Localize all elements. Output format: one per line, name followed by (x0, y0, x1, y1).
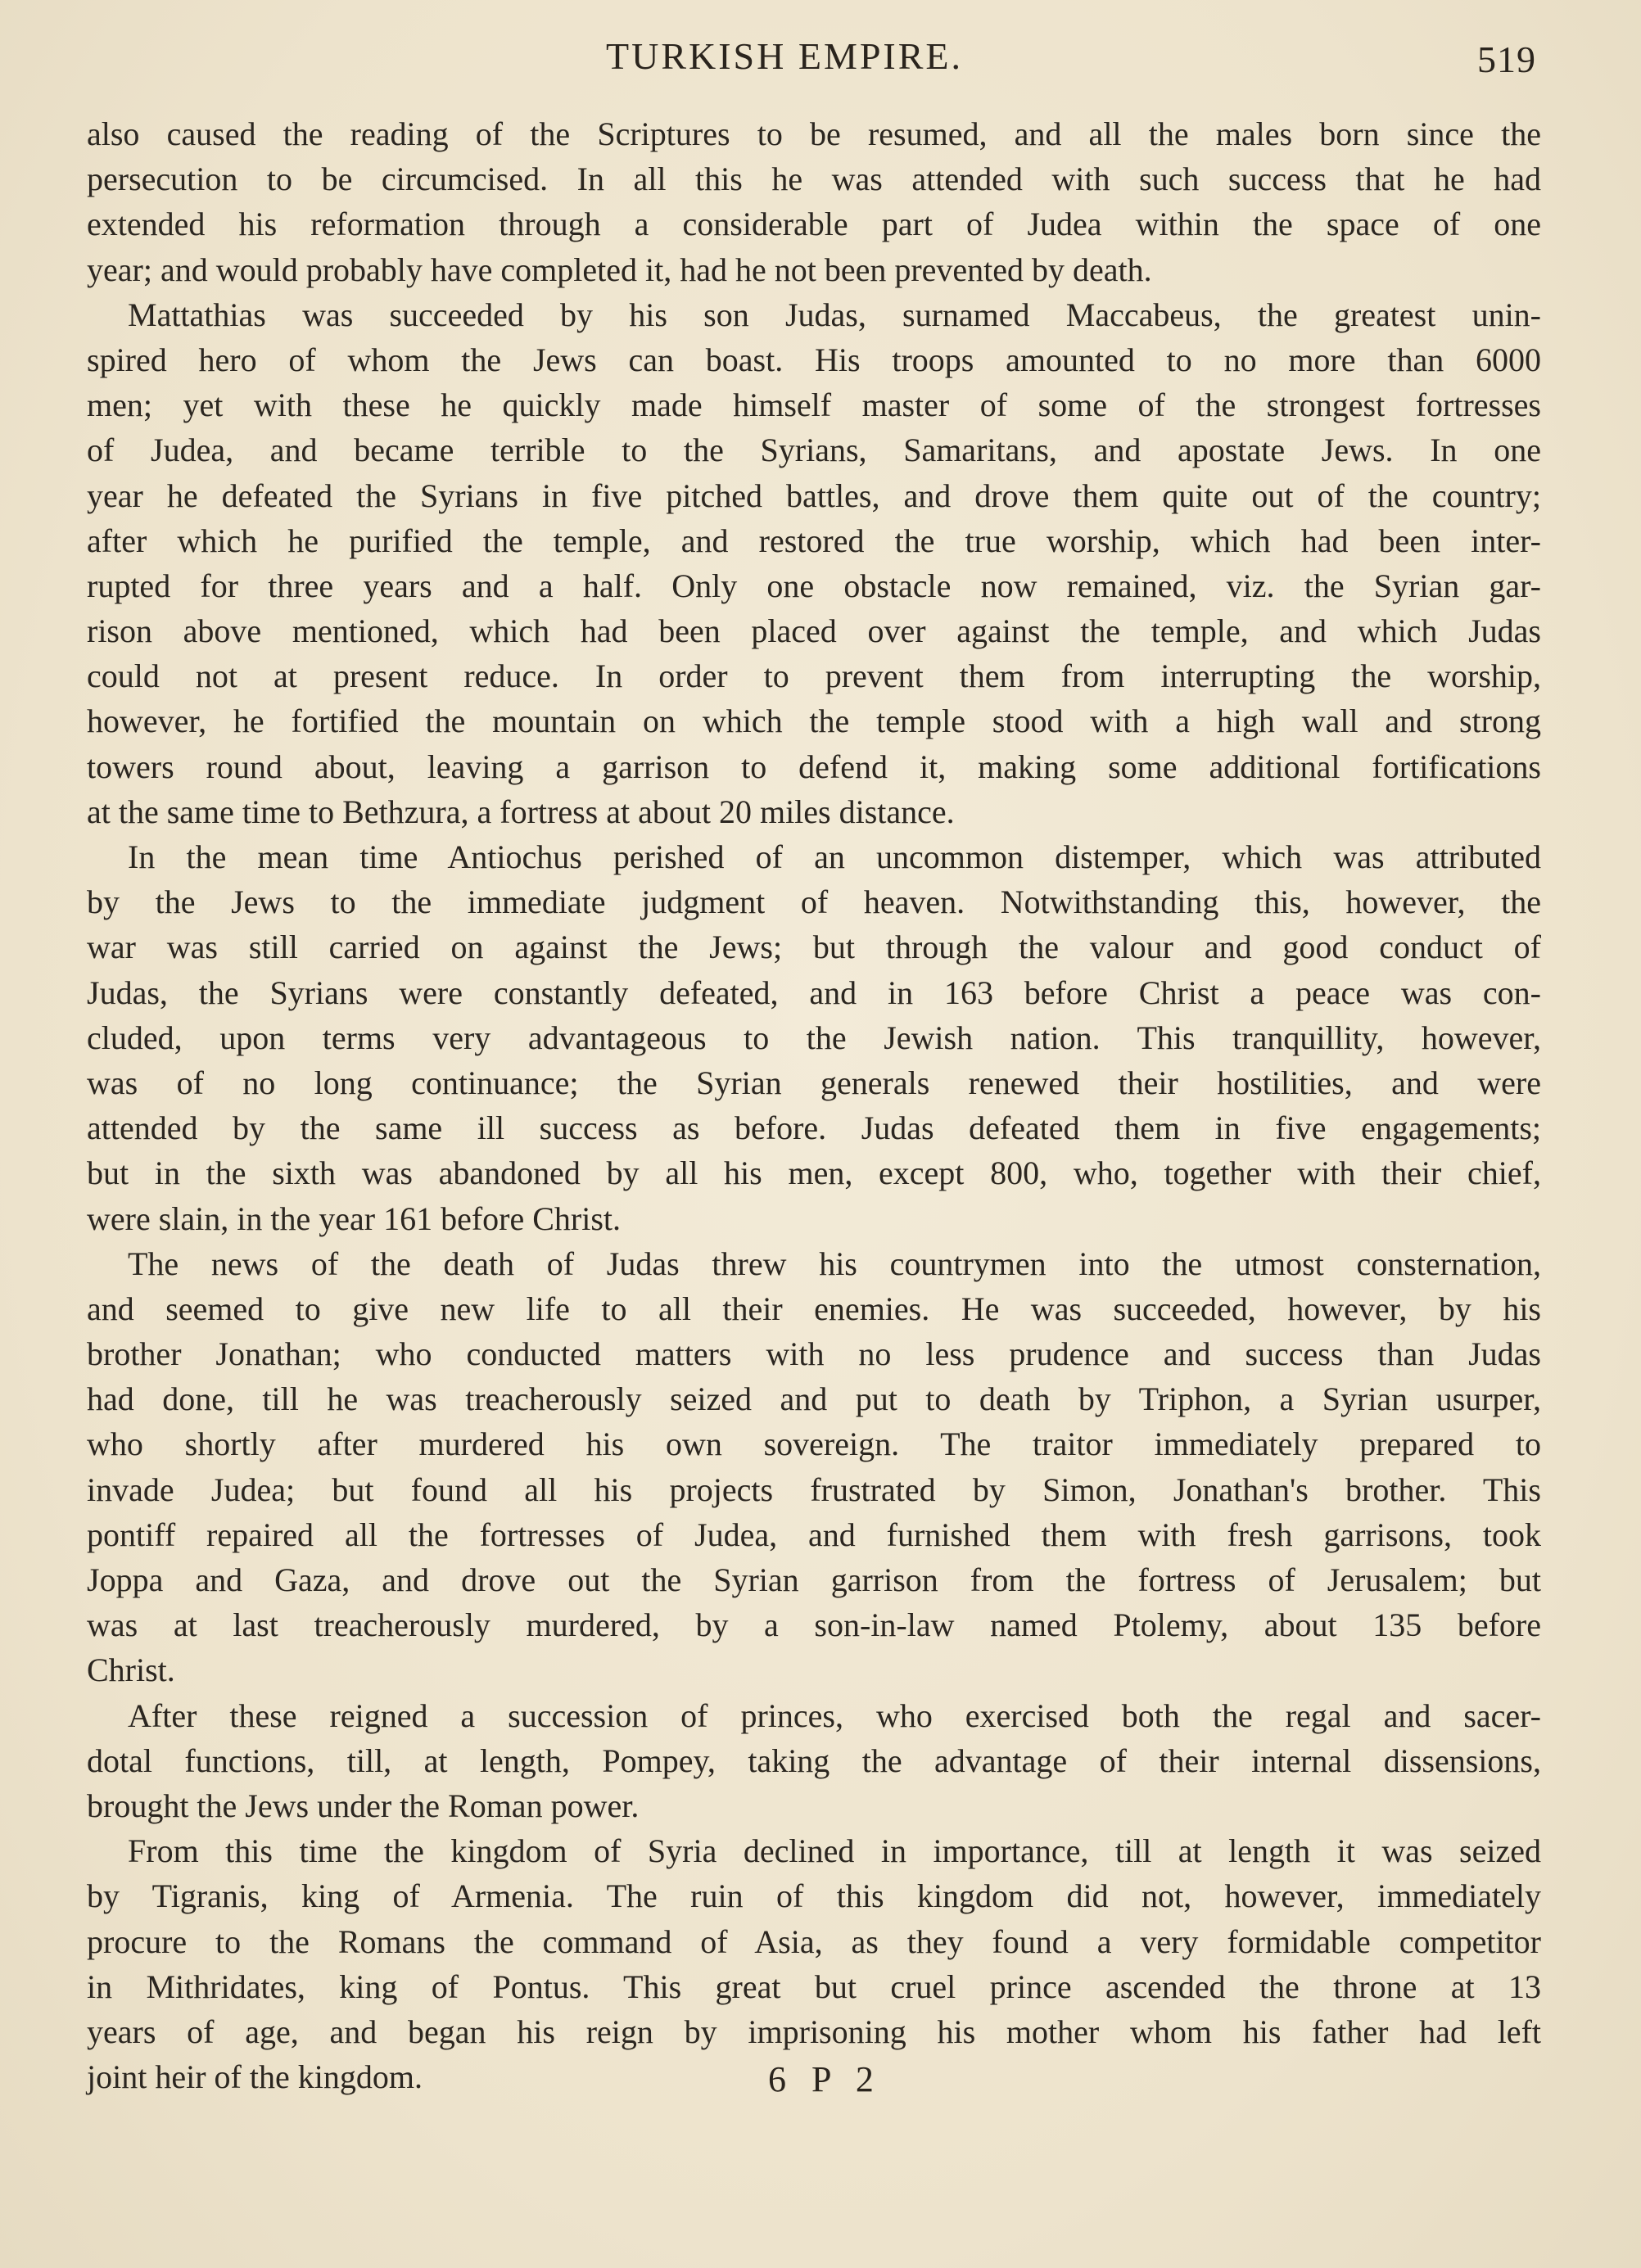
text-line: dotal functions, till, at length, Pompey, taking the advantage of their internal dissensions, (87, 1742, 1541, 1779)
text-line: Mattathias was succeeded by his son Judas, surnamed Maccabeus, the greatest unin- (128, 296, 1541, 333)
text-line: were slain, in the year 161 before Christ. (87, 1200, 622, 1237)
text-line: in Mithridates, king of Pontus. This great but cruel prince ascended the throne at 13 (87, 1968, 1541, 2005)
text-line: years of age, and began his reign by imprisoning his mother whom his father had left (87, 2013, 1541, 2050)
text-line: extended his reformation through a considerable part of Judea within the space of one (87, 206, 1541, 243)
text-line: of Judea, and became terrible to the Syrians, Samaritans, and apostate Jews. In one (87, 431, 1541, 469)
text-line: brought the Jews under the Roman power. (87, 1787, 640, 1824)
text-line: by the Jews to the immediate judgment of heaven. Notwithstanding this, however, the (87, 883, 1541, 921)
text-line: year he defeated the Syrians in five pitched battles, and drove them quite out of the country; (87, 477, 1541, 514)
text-line: was of no long continuance; the Syrian generals renewed their hostilities, and were (87, 1064, 1541, 1101)
running-head (0, 34, 1641, 84)
text-line: attended by the same ill success as before. Judas defeated them in five engagements; (87, 1109, 1541, 1147)
text-line: Joppa and Gaza, and drove out the Syrian garrison from the fortress of Jerusalem; but (87, 1561, 1541, 1598)
text-line: cluded, upon terms very advantageous to the Jewish nation. This tranquillity, however, (87, 1019, 1541, 1056)
page-number: 519 (1477, 38, 1536, 80)
text-line: could not at present reduce. In order to prevent them from interrupting the worship, (87, 657, 1541, 695)
running-title: TURKISH EMPIRE. (606, 35, 964, 77)
text-line: had done, till he was treacherously seized and put to death by Triphon, a Syrian usurper, (87, 1380, 1541, 1418)
signature-mark: 6 P 2 (768, 2059, 882, 2099)
text-line: by Tigranis, king of Armenia. The ruin of this kingdom did not, however, immediately (87, 1877, 1541, 1915)
text-line: who shortly after murdered his own sovereign. The traitor immediately prepared to (87, 1425, 1541, 1463)
text-line: Christ. (87, 1651, 175, 1689)
text-line: men; yet with these he quickly made himself master of some of the strongest fortresses (87, 386, 1541, 424)
text-line: After these reigned a succession of princes, who exercised both the regal and sacer- (128, 1696, 1541, 1734)
text-line: persecution to be circumcised. In all this he was attended with such success that he had (87, 160, 1541, 198)
text-line: and seemed to give new life to all their enemies. He was succeeded, however, by his (87, 1290, 1541, 1327)
text-line: towers round about, leaving a garrison to defend it, making some additional fortifications (87, 748, 1541, 785)
text-line: spired hero of whom the Jews can boast. His troops amounted to no more than 6000 (87, 341, 1541, 378)
text-line: at the same time to Bethzura, a fortress at about 20 miles distance. (87, 793, 955, 830)
text-line: joint heir of the kingdom. (87, 2058, 423, 2096)
text-line: year; and would probably have completed it, had he not been prevented by death. (87, 251, 1152, 288)
text-line: The news of the death of Judas threw his countrymen into the utmost consternation, (128, 1245, 1541, 1282)
text-line: brother Jonathan; who conducted matters with no less prudence and success than Judas (87, 1335, 1541, 1373)
text-line: Judas, the Syrians were constantly defeated, and in 163 before Christ a peace was con- (87, 974, 1541, 1011)
text-line: after which he purified the temple, and restored the true worship, which had been inter- (87, 522, 1541, 559)
body-text (87, 111, 1541, 2099)
text-line: pontiff repaired all the fortresses of Judea, and furnished them with fresh garrisons, took (87, 1516, 1541, 1553)
text-line: procure to the Romans the command of Asia, as they found a very formidable competitor (87, 1922, 1541, 1960)
text-line: but in the sixth was abandoned by all his men, except 800, who, together with their chief, (87, 1154, 1541, 1192)
text-line: invade Judea; but found all his projects frustrated by Simon, Jonathan's brother. This (87, 1471, 1541, 1508)
text-line: was at last treacherously murdered, by a son-in-law named Ptolemy, about 135 before (87, 1606, 1541, 1644)
text-line: however, he fortified the mountain on which the temple stood with a high wall and strong (87, 703, 1541, 740)
text-line: also caused the reading of the Scriptures to be resumed, and all the males born since the (87, 115, 1541, 152)
text-line: war was still carried on against the Jews; but through the valour and good conduct of (87, 928, 1541, 966)
text-line: In the mean time Antiochus perished of an uncommon distemper, which was attributed (128, 838, 1541, 875)
text-line: From this time the kingdom of Syria declined in importance, till at length it was seized (128, 1832, 1541, 1870)
text-line: rupted for three years and a half. Only one obstacle now remained, viz. the Syrian gar- (87, 567, 1541, 604)
text-line: rison above mentioned, which had been placed over against the temple, and which Judas (87, 612, 1541, 650)
